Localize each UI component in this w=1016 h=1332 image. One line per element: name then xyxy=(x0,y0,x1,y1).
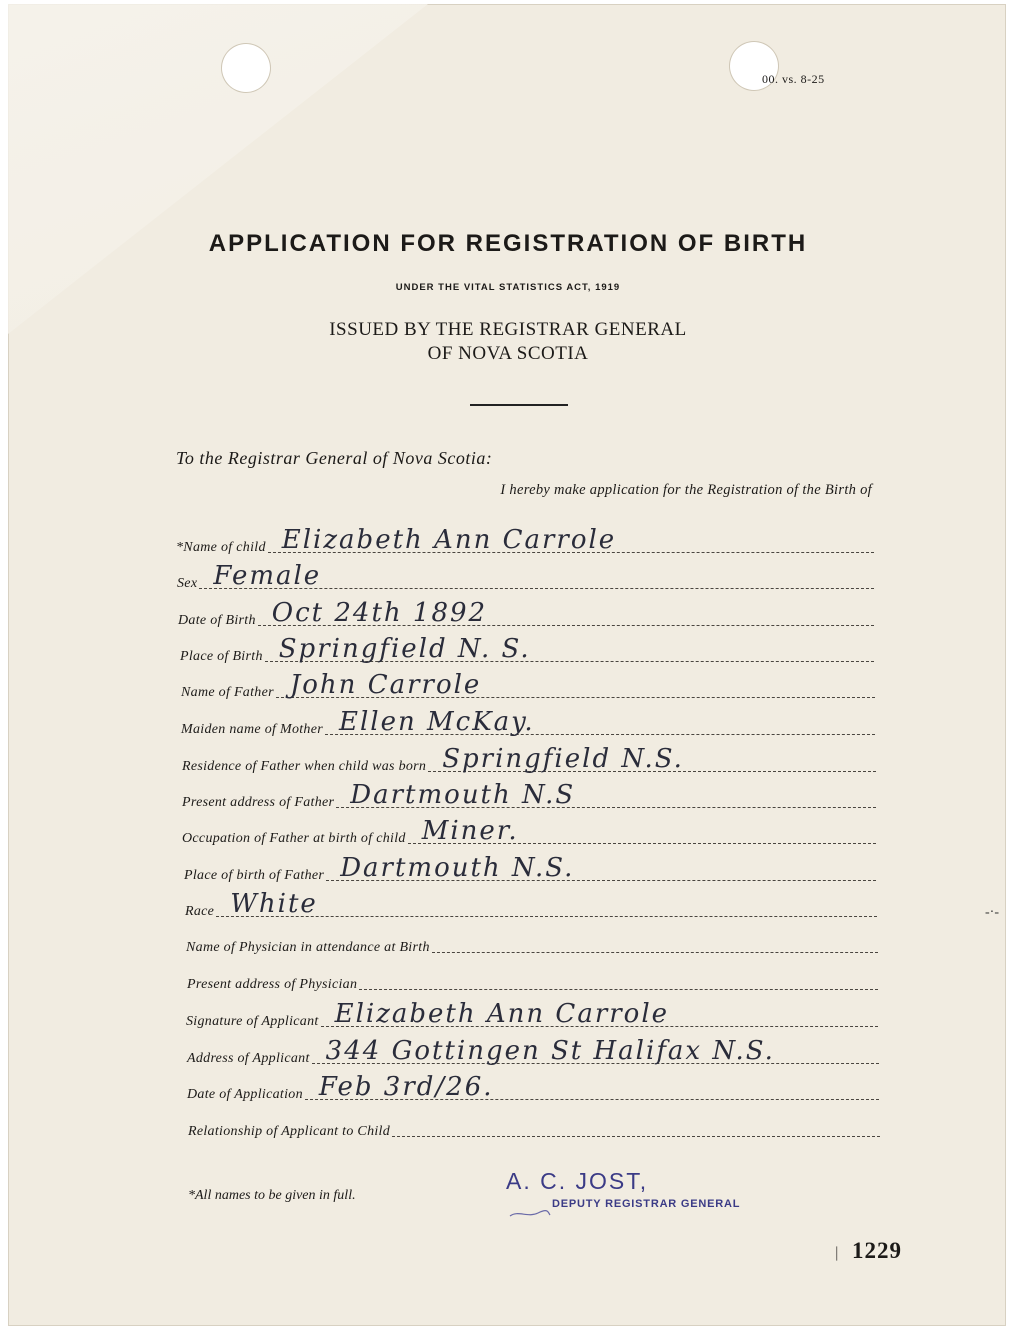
field-label: Place of Birth xyxy=(180,649,263,664)
field-label: Occupation of Father at birth of child xyxy=(182,831,406,846)
punch-hole-left xyxy=(222,44,270,92)
field-label: Name of Father xyxy=(181,685,274,700)
field-place-of-birth-of-father xyxy=(184,853,876,884)
field-present-address-of-physician xyxy=(187,969,878,993)
salutation: To the Registrar General of Nova Scotia: xyxy=(176,448,493,468)
field-label: Signature of Applicant xyxy=(186,1014,319,1029)
intro-text: I hereby make application for the Registration of the Birth of xyxy=(500,482,872,498)
field-label: Date of Application xyxy=(187,1087,303,1102)
field-label: Present address of Physician xyxy=(187,977,358,992)
field-label: Maiden name of Mother xyxy=(181,722,323,737)
footnote: *All names to be given in full. xyxy=(188,1188,356,1203)
margin-mark: -·- xyxy=(985,905,999,920)
field-label: Relationship of Applicant to Child xyxy=(188,1124,391,1139)
field-value: Springfield N.S. xyxy=(442,744,684,774)
field-value: Dartmouth N.S. xyxy=(340,853,575,883)
field-value: John Carrole xyxy=(289,670,482,700)
field-maiden-name-of-mother xyxy=(181,707,875,738)
divider-rule xyxy=(470,404,568,406)
field-value: Miner. xyxy=(421,816,519,846)
field-label: Residence of Father when child was born xyxy=(182,759,427,774)
field-address-of-applicant xyxy=(187,1036,879,1067)
field-label: Address of Applicant xyxy=(187,1051,310,1066)
field-value: Feb 3rd/26. xyxy=(318,1072,494,1102)
field-value: Dartmouth N.S xyxy=(350,780,576,810)
field-residence-of-father xyxy=(182,744,876,775)
field-label: Race xyxy=(185,904,215,919)
issuer-line-2: OF NOVA SCOTIA xyxy=(427,343,589,364)
field-signature-of-applicant xyxy=(186,999,878,1030)
form-number: 00. vs. 8-25 xyxy=(762,72,825,86)
field-place-of-birth xyxy=(180,634,874,665)
field-name-of-child xyxy=(176,525,874,556)
field-date-of-birth xyxy=(178,598,874,629)
stamp-title: DEPUTY REGISTRAR GENERAL xyxy=(552,1198,741,1210)
field-value: White xyxy=(230,889,318,919)
tick-mark: ᛁ xyxy=(832,1246,842,1263)
serial-number: 1229 xyxy=(852,1238,902,1263)
field-sex xyxy=(177,561,874,592)
issuer-line-1: ISSUED BY THE REGISTRAR GENERAL xyxy=(329,319,687,340)
field-value: Elizabeth Ann Carrole xyxy=(334,999,670,1029)
field-label: Sex xyxy=(177,576,198,591)
field-name-of-physician xyxy=(186,932,878,956)
stamp-name: A. C. JOST, xyxy=(506,1168,649,1194)
field-value: Elizabeth Ann Carrole xyxy=(281,525,617,555)
field-value: Oct 24th 1892 xyxy=(271,598,488,628)
field-value: 344 Gottingen St Halifax N.S. xyxy=(325,1036,775,1066)
field-value: Springfield N. S. xyxy=(278,634,531,664)
field-relationship-of-applicant xyxy=(188,1116,880,1140)
issuer-block xyxy=(0,318,1016,366)
field-value: Female xyxy=(213,561,322,591)
field-present-address-of-father xyxy=(182,780,876,811)
field-label: Place of birth of Father xyxy=(184,868,325,883)
field-label: Name of Physician in attendance at Birth xyxy=(186,940,430,955)
field-date-of-application xyxy=(187,1072,879,1103)
form-title: APPLICATION FOR REGISTRATION OF BIRTH xyxy=(208,230,808,257)
stamp-signature-mark xyxy=(508,1206,552,1220)
form-subtitle: UNDER THE VITAL STATISTICS ACT, 1919 xyxy=(395,282,621,293)
field-label: Present address of Father xyxy=(182,795,335,810)
field-label: Date of Birth xyxy=(178,613,256,628)
field-label: *Name of child xyxy=(176,540,266,555)
field-occupation-of-father xyxy=(182,816,876,847)
field-name-of-father xyxy=(181,670,875,701)
field-race xyxy=(185,889,877,920)
field-value: Ellen McKay. xyxy=(339,707,535,737)
